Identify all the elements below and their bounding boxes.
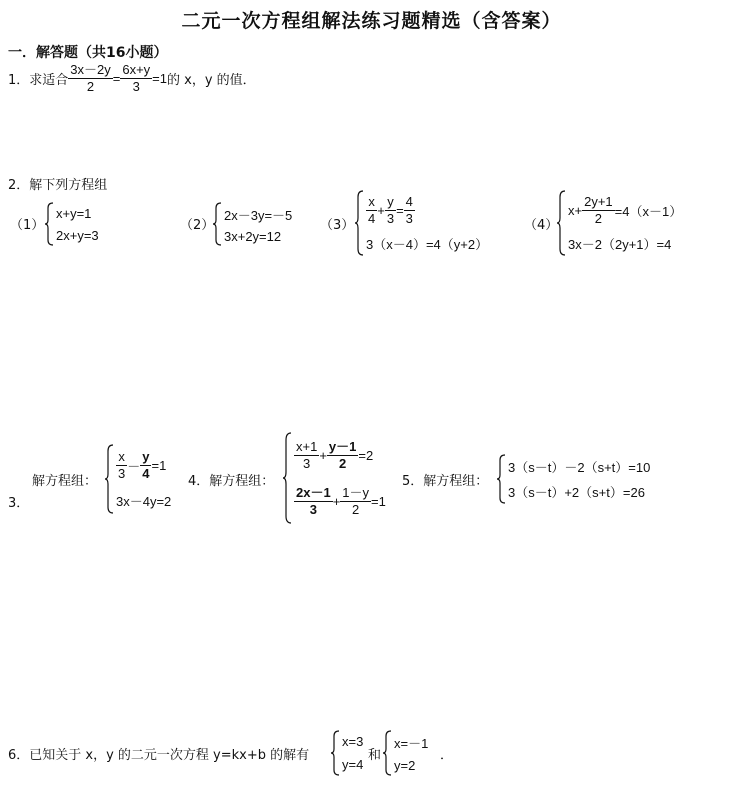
- q2-part2-system: [212, 202, 292, 246]
- q5-row2: 3（s－t）+2（s+t）=26: [508, 485, 645, 500]
- q4-system: [282, 432, 386, 524]
- q1-eq2: =1: [152, 71, 167, 86]
- q2-p3-row2: 3（x－4）=4（y+2）: [366, 236, 489, 252]
- q4-f1-den: 3: [303, 455, 311, 471]
- q2-p3-f3-den: 3: [405, 210, 413, 226]
- brace-icon: [282, 432, 292, 524]
- q5-row1: 3（s－t）－2（s+t）=10: [508, 460, 651, 475]
- q2-p4-row1: [568, 194, 682, 227]
- q4-f3-num: 2x－1: [296, 484, 331, 500]
- q1-f2-den: 3: [132, 79, 140, 94]
- brace-icon: [556, 190, 566, 256]
- q1-fraction-1: [68, 62, 112, 95]
- q1-f1-num: 3x－2y: [70, 62, 111, 77]
- q2-part1-system: [44, 202, 99, 246]
- q4-f4-den: 2: [352, 501, 360, 517]
- q3-row1: [116, 449, 171, 482]
- q6-solution-1: [330, 730, 363, 776]
- q5-system: [496, 454, 650, 504]
- q6-solution-2: [382, 730, 428, 776]
- q4-row2: [294, 485, 386, 518]
- brace-icon: [382, 730, 392, 776]
- section-heading: 一．解答题（共16小题）: [8, 45, 168, 61]
- brace-icon: [212, 202, 222, 246]
- q6-s1-row1: x=3: [342, 734, 364, 749]
- brace-icon: [496, 454, 506, 504]
- q4-f1-num: x+1: [296, 438, 318, 454]
- brace-icon: [354, 190, 364, 256]
- q2-p3-f2-den: 3: [386, 210, 395, 226]
- q2-p4-f-num: 2y+1: [584, 193, 613, 209]
- q2-part3-system: [354, 190, 488, 256]
- q2-p1-row1: x+y=1: [56, 205, 92, 221]
- q4-row1: [294, 439, 386, 472]
- q2-part1-label: （1）: [10, 218, 45, 233]
- q3-f2-num: y: [142, 448, 150, 464]
- q6-suffix: ．: [440, 748, 454, 763]
- q6-prefix: 6．已知关于 x，y 的二元一次方程 y=kx+b 的解有: [8, 748, 310, 763]
- question-2-prefix: 2．解下列方程组: [8, 178, 108, 193]
- q6-s1-row2: y=4: [342, 757, 364, 772]
- q1-f1-den: 2: [86, 79, 95, 94]
- q2-p3-f3-num: 4: [405, 193, 413, 209]
- q4-plus: +: [319, 447, 327, 463]
- page-title: 二元一次方程组解法练习题精选（含答案）: [181, 10, 562, 32]
- q3-f1-num: x: [118, 448, 125, 464]
- q1-prefix: 1．求适合: [8, 73, 69, 88]
- q1-suffix: 的 x，y 的值．: [167, 73, 256, 88]
- q3-row2: 3x－4y=2: [116, 493, 172, 509]
- q2-p4-f-den: 2: [594, 210, 602, 226]
- q4-prefix: 4．解方程组：: [188, 474, 275, 489]
- q2-p2-row1: 2x－3y=－5: [224, 207, 293, 223]
- q3-prefix: 解方程组：: [32, 474, 98, 489]
- q2-p3-plus: +: [377, 202, 385, 218]
- q1-f2-num: 6x+y: [122, 62, 151, 77]
- q3-f2-den: 4: [142, 465, 150, 481]
- q2-p4-row2: 3x－2（2y+1）=4: [568, 236, 672, 252]
- q2-part2-label: （2）: [180, 218, 215, 233]
- q2-p3-f1-num: x: [368, 193, 375, 209]
- q2-part4-label: （4）: [524, 218, 559, 233]
- question-1: [8, 62, 256, 95]
- q2-p3-row1: [366, 194, 488, 227]
- q5-prefix: 5．解方程组：: [402, 474, 489, 489]
- q4-f4-num: 1－y: [342, 484, 370, 500]
- q4-f2-den: 2: [339, 455, 347, 471]
- q2-part4-system: [556, 190, 682, 256]
- q6-and: 和: [368, 748, 382, 763]
- q4-eq2: =1: [371, 493, 386, 509]
- q1-eq1: =: [112, 71, 121, 86]
- q2-p4-rhs: =4（x－1）: [614, 203, 683, 219]
- q4-plus2: +: [332, 493, 341, 509]
- q6-s2-row2: y=2: [394, 758, 416, 773]
- brace-icon: [44, 202, 54, 246]
- q2-p2-row2: 3x+2y=12: [224, 228, 282, 244]
- q6-s2-row1: x=－1: [394, 736, 429, 751]
- q4-eq1: =2: [358, 447, 374, 463]
- q1-fraction-2: [120, 62, 152, 95]
- q3-minus: －: [127, 458, 141, 474]
- q2-p3-f1-den: 4: [368, 210, 376, 226]
- q2-p3-f2-num: y: [387, 193, 394, 209]
- q4-f2-num: y－1: [328, 438, 357, 454]
- q3-eq: =1: [151, 457, 167, 473]
- brace-icon: [330, 730, 340, 776]
- brace-icon: [104, 444, 114, 514]
- q2-part3-label: （3）: [320, 218, 355, 233]
- q2-p4-lead: x+: [568, 202, 583, 218]
- q2-p3-eq: =: [396, 202, 404, 218]
- q4-f3-den: 3: [309, 501, 317, 517]
- q2-p1-row2: 2x+y=3: [56, 227, 99, 243]
- q3-f1-den: 3: [118, 465, 126, 481]
- question-6: [8, 744, 309, 763]
- q3-number: 3．: [8, 496, 30, 511]
- q3-system: [104, 444, 171, 514]
